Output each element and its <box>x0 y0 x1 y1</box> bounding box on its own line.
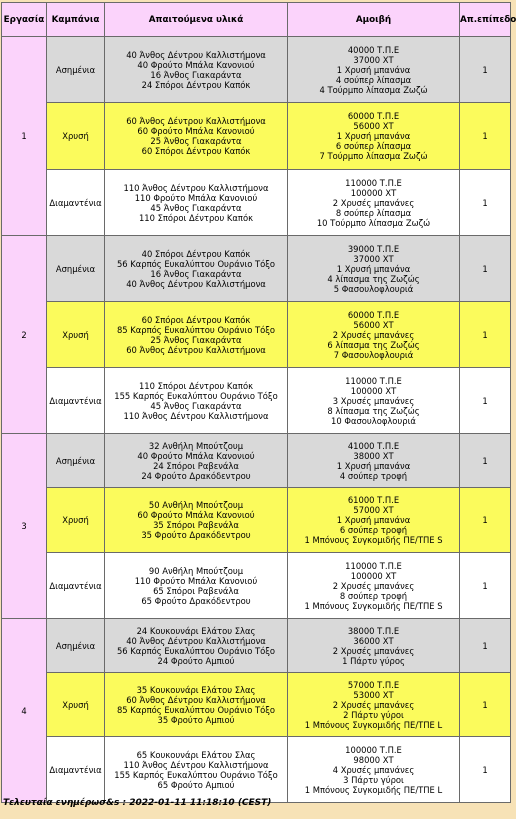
reward-item: 4 Χρυσές μπανάνες <box>332 764 415 775</box>
material-item: 110 Άνθος Δέντρου Καλλιστήμονα <box>123 410 269 421</box>
material-item: 65 Κουκουνάρι Ελάτου Σλας <box>136 749 256 760</box>
reward-item: 4 σούπερ λίπασμα <box>335 74 412 85</box>
material-item: 24 Φρούτο Αμπιού <box>157 655 235 666</box>
reward-item: 53000 ΧΤ <box>353 689 394 700</box>
header-reward: Αμοιβή <box>288 3 460 37</box>
reward-item: 7 Φασουλοφλουριά <box>333 349 414 360</box>
materials-cell <box>105 619 288 673</box>
required-level-cell: 1 <box>460 170 511 236</box>
required-level-cell: 1 <box>460 488 511 553</box>
material-item: 65 Φρούτο Αμπιού <box>157 779 235 790</box>
reward-cell <box>288 236 460 302</box>
header-row <box>2 3 511 37</box>
table-row <box>2 619 511 673</box>
material-item: 110 Φρούτο Μπάλα Κανονιού <box>134 192 258 203</box>
material-item: 45 Άνθος Γιακαράντα <box>150 202 242 213</box>
reward-item: 38000 Τ.Π.Ε <box>347 625 400 636</box>
material-item: 24 Κουκουνάρι Ελάτου Σλας <box>136 625 256 636</box>
reward-item: 3 Πάρτυ γύροι <box>343 774 404 785</box>
material-item: 56 Καρπός Ευκαλύπτου Ουράνιο Τόξο <box>116 258 276 269</box>
reward-item: 8 λίπασμα της Ζωζώς <box>327 405 420 416</box>
task-number: 2 <box>2 236 47 434</box>
material-item: 65 Σπόροι Ραβενάλα <box>153 585 239 596</box>
reward-item: 1 Μπόνους Συγκομιδής ΠΕ/ΤΠΕ L <box>304 784 443 795</box>
material-item: 40 Σπόροι Δέντρου Καπόκ <box>141 248 251 259</box>
reward-cell <box>288 673 460 737</box>
reward-cell <box>288 302 460 368</box>
reward-item: 6 σούπερ λίπασμα <box>335 141 412 151</box>
reward-item: 100000 ΧΤ <box>350 187 397 198</box>
reward-item: 100000 ΧΤ <box>350 570 397 581</box>
campaign-cell: Χρυσή <box>47 673 105 737</box>
reward-item: 60000 Τ.Π.Ε <box>347 309 400 320</box>
reward-item: 6 λίπασμα της Ζωζώς <box>327 339 420 350</box>
material-item: 25 Άνθος Γιακαράντα <box>150 334 242 345</box>
material-item: 24 Φρούτο Δρακόδεντρου <box>141 470 251 481</box>
reward-item: 1 Χρυσή μπανάνα <box>336 263 411 274</box>
materials-cell <box>105 37 288 103</box>
materials-cell <box>105 103 288 170</box>
table-row <box>2 488 511 553</box>
material-item: 85 Καρπός Ευκαλύπτου Ουράνιο Τόξο <box>116 324 276 335</box>
header-campaign: Καμπάνια <box>47 3 105 37</box>
material-item: 90 Ανθήλη Μπούτζουμ <box>148 565 244 576</box>
reward-cell <box>288 170 460 236</box>
reward-item: 37000 ΧΤ <box>353 253 394 264</box>
required-level-cell: 1 <box>460 103 511 170</box>
required-level-cell: 1 <box>460 737 511 803</box>
material-item: 40 Φρούτο Μπάλα Κανονιού <box>137 450 255 461</box>
required-level-cell: 1 <box>460 619 511 673</box>
reward-item: 40000 Τ.Π.Ε <box>347 44 400 55</box>
campaign-cell: Διαμαντένια <box>47 368 105 434</box>
reward-cell <box>288 619 460 673</box>
reward-item: 57000 ΧΤ <box>353 505 394 515</box>
reward-item: 110000 Τ.Π.Ε <box>345 560 402 571</box>
header-level: Απ.επίπεδο <box>460 3 511 37</box>
required-level-cell: 1 <box>460 368 511 434</box>
reward-item: 10 Τούρμπο λίπασμα Ζωζώ <box>316 217 431 228</box>
required-level-cell: 1 <box>460 553 511 619</box>
campaign-cell: Χρυσή <box>47 103 105 170</box>
reward-item: 1 Χρυσή μπανάνα <box>336 515 411 525</box>
material-item: 16 Άνθος Γιακαράντα <box>150 69 242 80</box>
table-row <box>2 434 511 488</box>
reward-item: 1 Μπόνους Συγκομιδής ΠΕ/ΤΠΕ S <box>304 600 443 611</box>
reward-item: 110000 Τ.Π.Ε <box>345 375 402 386</box>
table-row <box>2 553 511 619</box>
material-item: 60 Φρούτο Μπάλα Κανονιού <box>137 510 255 520</box>
material-item: 110 Σπόροι Δέντρου Καπόκ <box>138 212 254 223</box>
task-number: 4 <box>2 619 47 803</box>
quest-table-body <box>2 37 511 803</box>
reward-item: 39000 Τ.Π.Ε <box>347 243 400 254</box>
reward-cell <box>288 553 460 619</box>
reward-item: 1 Μπόνους Συγκομιδής ΠΕ/ΤΠΕ S <box>304 535 443 545</box>
task-number: 1 <box>2 37 47 236</box>
reward-item: 2 Χρυσές μπανάνες <box>332 645 415 656</box>
reward-item: 5 Φασουλοφλουριά <box>333 283 414 294</box>
materials-cell <box>105 488 288 553</box>
reward-item: 38000 ΧΤ <box>353 450 394 461</box>
campaign-cell: Ασημένια <box>47 236 105 302</box>
table-row <box>2 103 511 170</box>
material-item: 60 Σπόροι Δέντρου Καπόκ <box>141 146 251 156</box>
campaign-cell: Ασημένια <box>47 434 105 488</box>
reward-item: 2 Χρυσές μπανάνες <box>332 580 415 591</box>
material-item: 60 Άνθος Δέντρου Καλλιστήμονα <box>126 344 266 355</box>
table-row <box>2 673 511 737</box>
table-row <box>2 236 511 302</box>
required-level-cell: 1 <box>460 673 511 737</box>
material-item: 24 Σπόροι Ραβενάλα <box>153 460 239 471</box>
reward-item: 6 σούπερ τροφή <box>339 525 408 535</box>
reward-item: 98000 ΧΤ <box>353 754 394 765</box>
material-item: 110 Άνθος Δέντρου Καλλιστήμονα <box>123 759 269 770</box>
materials-cell <box>105 236 288 302</box>
materials-cell <box>105 170 288 236</box>
reward-item: 2 Χρυσές μπανάνες <box>332 699 415 710</box>
table-row <box>2 368 511 434</box>
materials-cell <box>105 673 288 737</box>
required-level-cell: 1 <box>460 37 511 103</box>
reward-item: 56000 ΧΤ <box>353 319 394 330</box>
reward-item: 1 Μπόνους Συγκομιδής ΠΕ/ΤΠΕ L <box>304 719 443 730</box>
table-row <box>2 170 511 236</box>
materials-cell <box>105 368 288 434</box>
reward-cell <box>288 434 460 488</box>
reward-item: 7 Τούρμπο λίπασμα Ζωζώ <box>319 151 428 161</box>
materials-cell <box>105 302 288 368</box>
required-level-cell: 1 <box>460 434 511 488</box>
material-item: 35 Κουκουνάρι Ελάτου Σλας <box>136 684 256 695</box>
reward-item: 57000 Τ.Π.Ε <box>347 679 400 690</box>
campaign-cell: Χρυσή <box>47 302 105 368</box>
material-item: 65 Φρούτο Δρακόδεντρου <box>141 595 251 606</box>
reward-item: 10 Φασουλοφλουριά <box>331 415 416 426</box>
reward-cell <box>288 103 460 170</box>
material-item: 32 Ανθήλη Μπούτζουμ <box>148 440 244 451</box>
reward-item: 100000 Τ.Π.Ε <box>345 744 402 755</box>
material-item: 45 Άνθος Γιακαράντα <box>150 400 242 411</box>
reward-item: 1 Πάρτυ γύρος <box>342 655 405 666</box>
material-item: 60 Άνθος Δέντρου Καλλιστήμονα <box>126 694 266 705</box>
reward-item: 2 Χρυσές μπανάνες <box>332 329 415 340</box>
reward-cell <box>288 488 460 553</box>
header-task: Εργασία <box>2 3 47 37</box>
material-item: 110 Φρούτο Μπάλα Κανονιού <box>134 575 258 586</box>
material-item: 110 Σπόροι Δέντρου Καπόκ <box>138 380 254 391</box>
material-item: 40 Άνθος Δέντρου Καλλιστήμονα <box>126 635 266 646</box>
reward-cell <box>288 37 460 103</box>
table-row <box>2 302 511 368</box>
material-item: 35 Φρούτο Δρακόδεντρου <box>141 530 251 540</box>
materials-cell <box>105 434 288 488</box>
material-item: 25 Άνθος Γιακαράντα <box>150 136 242 146</box>
reward-item: 56000 ΧΤ <box>353 121 394 131</box>
reward-item: 41000 Τ.Π.Ε <box>347 440 400 451</box>
reward-item: 1 Χρυσή μπανάνα <box>336 460 411 471</box>
campaign-cell: Ασημένια <box>47 37 105 103</box>
material-item: 155 Καρπός Ευκαλύπτου Ουράνιο Τόξο <box>114 390 278 401</box>
reward-item: 37000 ΧΤ <box>353 54 394 65</box>
reward-item: 61000 Τ.Π.Ε <box>347 495 400 505</box>
material-item: 24 Σπόροι Δέντρου Καπόκ <box>141 79 251 90</box>
reward-item: 100000 ΧΤ <box>350 385 397 396</box>
material-item: 155 Καρπός Ευκαλύπτου Ουράνιο Τόξο <box>114 769 278 780</box>
reward-item: 3 Χρυσές μπανάνες <box>332 395 415 406</box>
reward-item: 4 σούπερ τροφή <box>339 470 408 481</box>
material-item: 50 Ανθήλη Μπούτζουμ <box>148 500 244 510</box>
material-item: 35 Σπόροι Ραβενάλα <box>153 520 239 530</box>
campaign-cell: Ασημένια <box>47 619 105 673</box>
material-item: 110 Άνθος Δέντρου Καλλιστήμονα <box>123 182 269 193</box>
reward-item: 36000 ΧΤ <box>353 635 394 646</box>
quest-table <box>1 2 516 803</box>
materials-cell <box>105 737 288 803</box>
material-item: 40 Άνθος Δέντρου Καλλιστήμονα <box>126 49 266 60</box>
campaign-cell: Διαμαντένια <box>47 553 105 619</box>
reward-item: 4 λίπασμα της Ζωζώς <box>327 273 420 284</box>
reward-item: 8 σούπερ λίπασμα <box>335 207 412 218</box>
campaign-cell: Χρυσή <box>47 488 105 553</box>
required-level-cell: 1 <box>460 236 511 302</box>
reward-item: 2 Χρυσές μπανάνες <box>332 197 415 208</box>
last-update-footer: Τελευταία ενημέρωσ&s : 2022-01-11 11:18:10 (CEST) <box>3 798 272 808</box>
task-number: 3 <box>2 434 47 619</box>
header-materials: Απαιτούμενα υλικά <box>105 3 288 37</box>
material-item: 60 Φρούτο Μπάλα Κανονιού <box>137 126 255 136</box>
reward-item: 2 Πάρτυ γύροι <box>343 709 404 720</box>
material-item: 40 Άνθος Δέντρου Καλλιστήμονα <box>126 278 266 289</box>
reward-item: 4 Τούρμπο λίπασμα Ζωζώ <box>319 84 428 95</box>
material-item: 60 Άνθος Δέντρου Καλλιστήμονα <box>126 116 266 126</box>
reward-item: 1 Χρυσή μπανάνα <box>336 131 411 141</box>
material-item: 60 Σπόροι Δέντρου Καπόκ <box>141 314 251 325</box>
campaign-cell: Διαμαντένια <box>47 737 105 803</box>
material-item: 35 Φρούτο Αμπιού <box>157 714 235 725</box>
reward-cell <box>288 368 460 434</box>
table-row <box>2 737 511 803</box>
reward-item: 8 σούπερ τροφή <box>339 590 408 601</box>
material-item: 85 Καρπός Ευκαλύπτου Ουράνιο Τόξο <box>116 704 276 715</box>
materials-cell <box>105 553 288 619</box>
reward-cell <box>288 737 460 803</box>
required-level-cell: 1 <box>460 302 511 368</box>
material-item: 40 Φρούτο Μπάλα Κανονιού <box>137 59 255 70</box>
table-row <box>2 37 511 103</box>
reward-item: 60000 Τ.Π.Ε <box>347 111 400 121</box>
material-item: 56 Καρπός Ευκαλύπτου Ουράνιο Τόξο <box>116 645 276 656</box>
campaign-cell: Διαμαντένια <box>47 170 105 236</box>
reward-item: 1 Χρυσή μπανάνα <box>336 64 411 75</box>
material-item: 16 Άνθος Γιακαράντα <box>150 268 242 279</box>
reward-item: 110000 Τ.Π.Ε <box>345 177 402 188</box>
